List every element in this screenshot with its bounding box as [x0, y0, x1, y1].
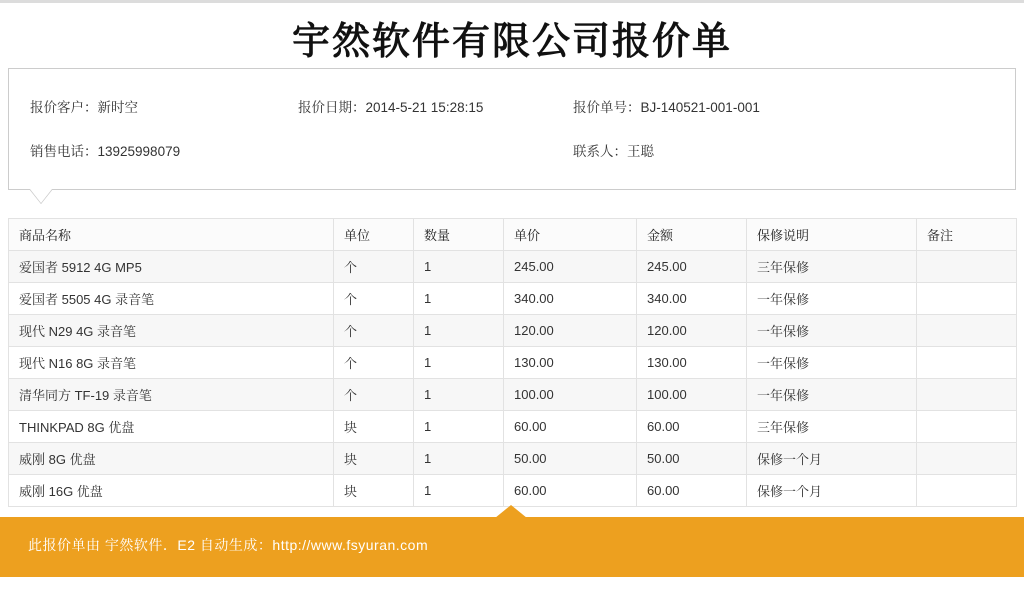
table-header-row [9, 219, 1017, 251]
cell-price: 340.00 [504, 283, 637, 315]
table-row [9, 475, 1017, 507]
cell-price: 245.00 [504, 251, 637, 283]
footer-text: 此报价单由 宇然软件．E2 自动生成：http://www.fsyuran.com [28, 537, 429, 553]
cell-qty: 1 [414, 411, 504, 443]
cell-amount: 130.00 [637, 347, 747, 379]
cell-unit: 个 [334, 315, 414, 347]
contact-person-field: 联系人：王聪 [573, 144, 654, 159]
cell-name: 清华同方 TF-19 录音笔 [9, 379, 334, 411]
cell-amount: 50.00 [637, 443, 747, 475]
cell-price: 60.00 [504, 475, 637, 507]
cell-name: 威刚 8G 优盘 [9, 443, 334, 475]
cell-amount: 60.00 [637, 475, 747, 507]
column-header-unit: 单位 [334, 219, 414, 251]
cell-name: 威刚 16G 优盘 [9, 475, 334, 507]
date-field: 报价日期：2014-5-21 15:28:15 [298, 100, 484, 115]
cell-remark [917, 283, 1017, 315]
cell-warranty: 保修一个月 [747, 475, 917, 507]
cell-unit: 块 [334, 411, 414, 443]
table-row [9, 347, 1017, 379]
cell-unit: 块 [334, 475, 414, 507]
cell-remark [917, 315, 1017, 347]
callout-notch-icon [30, 189, 52, 203]
cell-qty: 1 [414, 251, 504, 283]
table-row [9, 283, 1017, 315]
column-header-remark: 备注 [917, 219, 1017, 251]
table-row [9, 443, 1017, 475]
cell-qty: 1 [414, 443, 504, 475]
column-header-qty: 数量 [414, 219, 504, 251]
items-table-body [9, 251, 1017, 507]
cell-remark [917, 251, 1017, 283]
cell-remark [917, 475, 1017, 507]
table-row [9, 251, 1017, 283]
cell-amount: 100.00 [637, 379, 747, 411]
cell-warranty: 一年保修 [747, 379, 917, 411]
column-header-price: 单价 [504, 219, 637, 251]
cell-qty: 1 [414, 283, 504, 315]
cell-price: 130.00 [504, 347, 637, 379]
cell-qty: 1 [414, 347, 504, 379]
cell-remark [917, 379, 1017, 411]
table-row [9, 315, 1017, 347]
cell-name: 爱国者 5912 4G MP5 [9, 251, 334, 283]
table-row [9, 379, 1017, 411]
top-divider [0, 0, 1024, 3]
bottom-spacer [0, 577, 1024, 597]
cell-warranty: 一年保修 [747, 315, 917, 347]
cell-price: 60.00 [504, 411, 637, 443]
cell-amount: 340.00 [637, 283, 747, 315]
cell-price: 50.00 [504, 443, 637, 475]
cell-name: 爱国者 5505 4G 录音笔 [9, 283, 334, 315]
cell-qty: 1 [414, 315, 504, 347]
cell-warranty: 三年保修 [747, 411, 917, 443]
cell-amount: 120.00 [637, 315, 747, 347]
column-header-amount: 金额 [637, 219, 747, 251]
items-table-head [9, 219, 1017, 251]
cell-price: 120.00 [504, 315, 637, 347]
cell-unit: 个 [334, 347, 414, 379]
cell-warranty: 一年保修 [747, 283, 917, 315]
cell-amount: 60.00 [637, 411, 747, 443]
cell-amount: 245.00 [637, 251, 747, 283]
sales-phone-field: 销售电话：13925998079 [30, 144, 181, 159]
cell-unit: 个 [334, 379, 414, 411]
page-title: 宇然软件有限公司报价单 [291, 21, 732, 63]
cell-warranty: 一年保修 [747, 347, 917, 379]
cell-warranty: 保修一个月 [747, 443, 917, 475]
cell-unit: 块 [334, 443, 414, 475]
cell-name: 现代 N16 8G 录音笔 [9, 347, 334, 379]
cell-price: 100.00 [504, 379, 637, 411]
cell-name: THINKPAD 8G 优盘 [9, 411, 334, 443]
customer-field: 报价客户：新时空 [30, 100, 138, 115]
cell-unit: 个 [334, 283, 414, 315]
cell-name: 现代 N29 4G 录音笔 [9, 315, 334, 347]
cell-remark [917, 411, 1017, 443]
cell-remark [917, 347, 1017, 379]
customer-info-grid [8, 68, 1016, 190]
items-table [8, 218, 1017, 507]
cell-unit: 个 [334, 251, 414, 283]
column-header-warranty: 保修说明 [747, 219, 917, 251]
cell-warranty: 三年保修 [747, 251, 917, 283]
table-row [9, 411, 1017, 443]
cell-qty: 1 [414, 475, 504, 507]
cell-remark [917, 443, 1017, 475]
info-row-2 [8, 140, 1016, 178]
order-number-field: 报价单号：BJ-140521-001-001 [573, 100, 760, 115]
cell-qty: 1 [414, 379, 504, 411]
column-header-name: 商品名称 [9, 219, 334, 251]
info-row-1 [8, 96, 1016, 134]
